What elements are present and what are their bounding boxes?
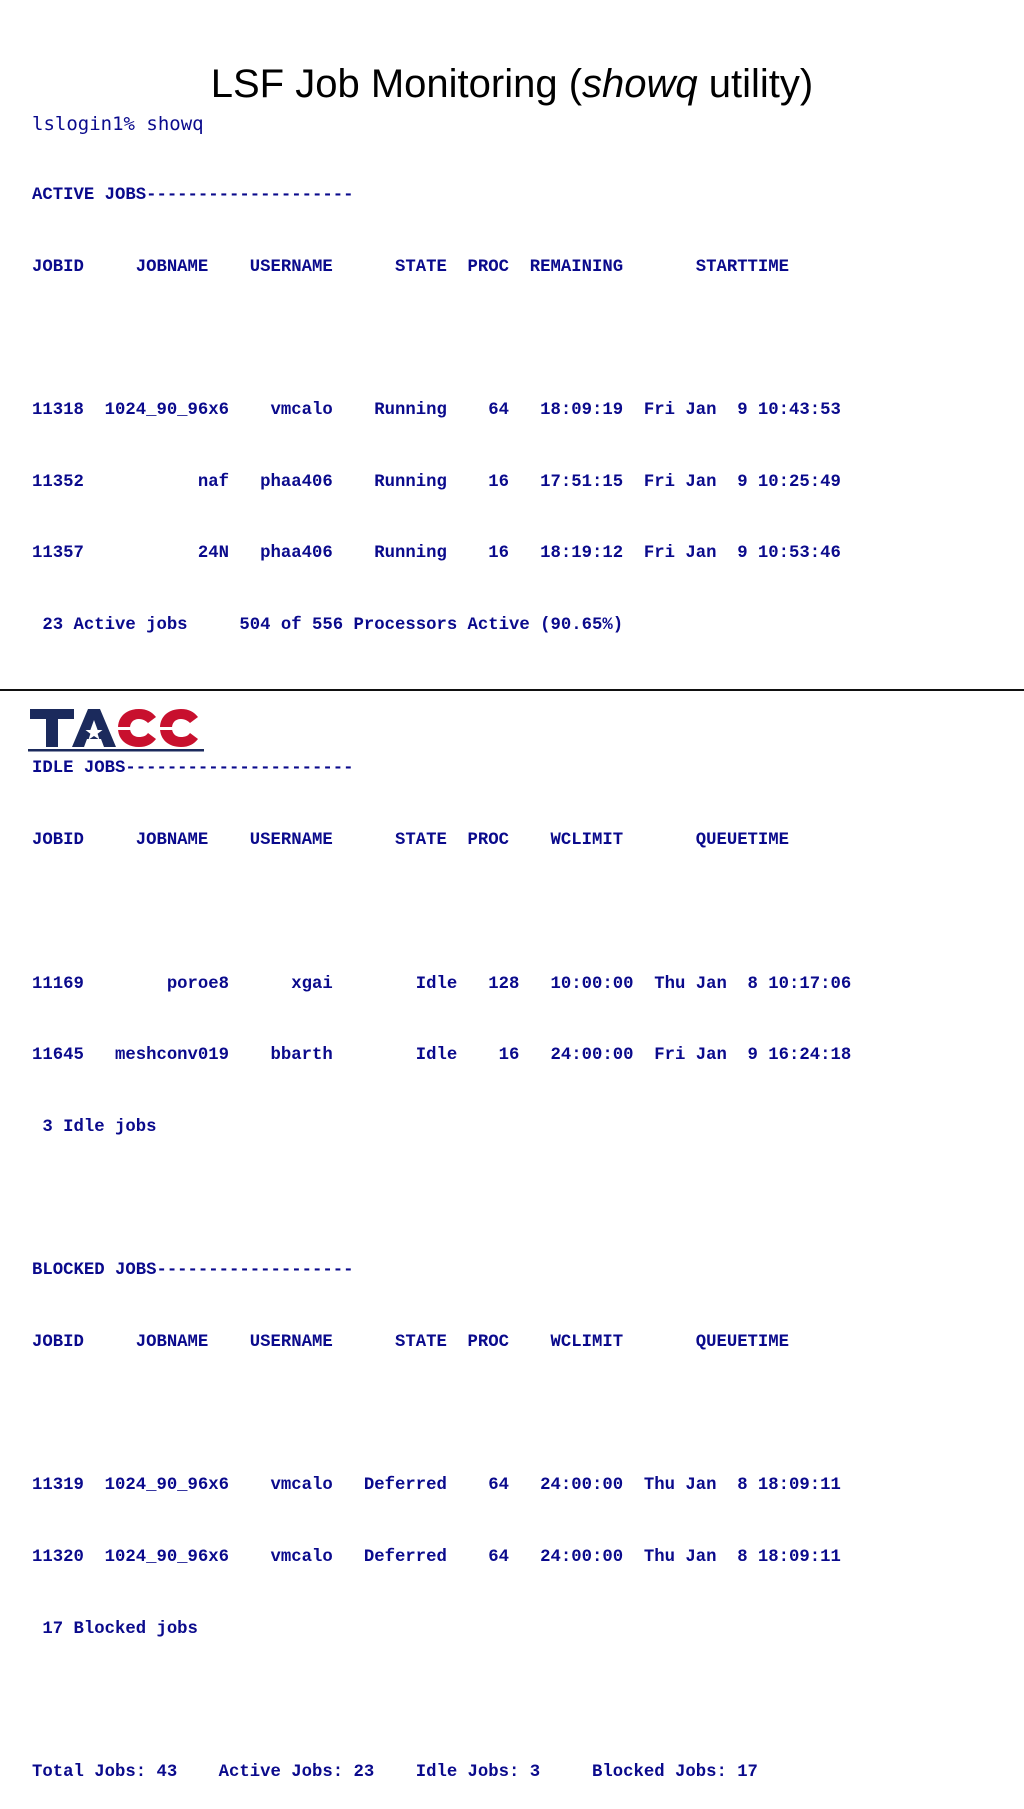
tacc-logo: [26, 703, 206, 753]
job-row: 11357 24N phaa406 Running 16 18:19:12 Fri Jan 9 10:53:46: [32, 544, 841, 564]
blank-line: [32, 1403, 851, 1427]
blank-line: [32, 327, 851, 351]
shell-prompt: lslogin1% showq: [32, 113, 204, 135]
active-columns-header: JOBID JOBNAME USERNAME STATE PROC REMAINING STARTTIME: [32, 257, 790, 277]
title-command: showq: [582, 62, 698, 106]
blocked-columns-header: JOBID JOBNAME USERNAME STATE PROC WCLIMIT QUEUETIME: [32, 1333, 790, 1353]
blank-line: [32, 901, 851, 925]
totals-line: Total Jobs: 43 Active Jobs: 23 Idle Jobs: 3 Blocked Jobs: 17: [32, 1763, 758, 1783]
footer-divider: [0, 689, 1024, 691]
active-summary: 23 Active jobs 504 of 556 Processors Active (90.65%): [32, 616, 624, 636]
job-row: 11169 poroe8 xgai Idle 128 10:00:00 Thu Jan 8 10:17:06: [32, 974, 852, 994]
title-main: LSF Job Monitoring (: [210, 62, 583, 106]
title-end: utility): [697, 62, 814, 106]
blank-line: [32, 1690, 851, 1714]
active-jobs-header: ACTIVE JOBS--------------------: [32, 185, 354, 205]
blocked-summary: 17 Blocked jobs: [32, 1619, 198, 1639]
logo-stripe: [116, 727, 202, 730]
blank-line: [32, 1188, 851, 1212]
slide-title: [0, 56, 1024, 112]
logo-baseline: [28, 749, 204, 752]
job-row: 11318 1024_90_96x6 vmcalo Running 64 18:09:19 Fri Jan 9 10:43:53: [32, 400, 841, 420]
idle-columns-header: JOBID JOBNAME USERNAME STATE PROC WCLIMIT QUEUETIME: [32, 831, 790, 851]
job-row: 11320 1024_90_96x6 vmcalo Deferred 64 24:00:00 Thu Jan 8 18:09:11: [32, 1548, 841, 1568]
job-row: 11319 1024_90_96x6 vmcalo Deferred 64 24:00:00 Thu Jan 8 18:09:11: [32, 1476, 841, 1496]
showq-output: [32, 136, 851, 1809]
job-row: 11352 naf phaa406 Running 16 17:51:15 Fri Jan 9 10:25:49: [32, 472, 841, 492]
logo-letter-t: [30, 709, 74, 747]
job-row: 11645 meshconv019 bbarth Idle 16 24:00:00 Fri Jan 9 16:24:18: [32, 1046, 852, 1066]
idle-summary: 3 Idle jobs: [32, 1117, 157, 1137]
blocked-jobs-header: BLOCKED JOBS-------------------: [32, 1261, 354, 1281]
idle-jobs-header: IDLE JOBS----------------------: [32, 759, 354, 779]
